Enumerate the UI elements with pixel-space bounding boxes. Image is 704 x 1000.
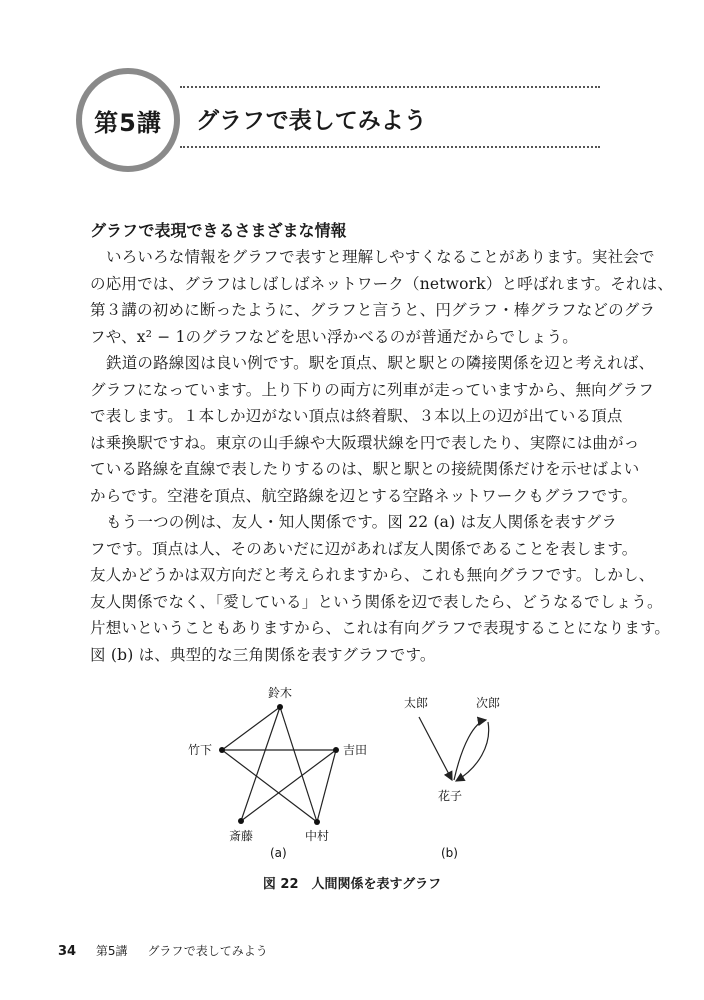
body-line: グラフになっています。上り下りの両方に列車が走っていますから、無向グラフ	[90, 380, 654, 399]
section-heading: グラフで表現できるさまざまな情報	[90, 221, 347, 240]
header-rule-top	[180, 86, 600, 88]
body-line: は乗換駅ですね。東京の山手線や大阪環状線を円で表したり、実際には曲がっ	[90, 433, 640, 452]
body-line: 友人関係でなく、「愛している」という関係を辺で表したら、どうなるでしょう。	[90, 592, 663, 611]
edge-takeshita-nakamura	[222, 750, 317, 822]
body-line: 第３講の初めに断ったように、グラフと言うと、円グラフ・棒グラフなどのグラ	[90, 301, 656, 319]
edge-suzuki-takeshita	[222, 707, 280, 750]
chapter-label: 第5講	[94, 108, 162, 137]
node-suzuki	[277, 704, 283, 710]
footer-chapter-title: グラフで表してみよう	[147, 944, 268, 958]
body-line: 片想いということもありますから、これは有向グラフで表現することになります。	[90, 619, 671, 637]
node-yoshida	[333, 747, 339, 753]
label-yoshida: 吉田	[343, 743, 368, 757]
edge-taro-hanako	[419, 717, 452, 780]
label-suzuki: 鈴木	[268, 686, 293, 700]
chapter-title: グラフで表してみよう	[196, 108, 427, 134]
header-rule-bottom	[180, 146, 600, 148]
graph-b-edges	[419, 717, 489, 781]
edge-suzuki-saito	[241, 707, 280, 821]
body-line: 鉄道の路線図は良い例です。駅を頂点、駅と駅との隣接関係を辺と考えれば、	[106, 354, 655, 372]
label-hanako: 花子	[438, 789, 463, 803]
body-line: いろいろな情報をグラフで表すと理解しやすくなることがあります。実社会で	[106, 248, 655, 266]
graph-a-edges	[222, 707, 336, 822]
body-line: 図 (b) は、典型的な三角関係を表すグラフです。	[90, 645, 436, 664]
label-graph-a: (a)	[270, 846, 287, 860]
label-taro: 太郎	[404, 696, 429, 710]
edge-saito-yoshida	[241, 750, 336, 821]
body-line: で表します。１本しか辺がない頂点は終着駅、３本以上の辺が出ている頂点	[90, 407, 623, 425]
node-nakamura	[314, 819, 320, 825]
node-saito	[238, 818, 244, 824]
body-line: もう一つの例は、友人・知人関係です。図 22 (a) は友人関係を表すグラ	[106, 513, 618, 531]
body-line: フや、x² − 1のグラフなどを思い浮かべるのが普通だからでしょう。	[90, 327, 578, 346]
node-takeshita	[219, 747, 225, 753]
edge-yoshida-nakamura	[317, 750, 336, 822]
body-line: フです。頂点は人、そのあいだに辺があれば友人関係であることを表します。	[90, 539, 638, 558]
label-nakamura: 中村	[305, 829, 330, 843]
footer-chapter-label: 第5講	[95, 944, 128, 958]
page-number: 34	[58, 944, 77, 959]
label-jiro: 次郎	[476, 696, 501, 710]
label-saito: 斎藤	[229, 829, 254, 843]
figure-graphs	[0, 682, 704, 872]
figure-caption: 図 22 人間関係を表すグラフ	[262, 877, 442, 892]
body-line: の応用では、グラフはしばしばネットワーク（network）と呼ばれます。それは、	[90, 274, 674, 293]
body-line: ている路線を直線で表したりするのは、駅と駅との接続関係だけを示せばよい	[90, 460, 640, 478]
figure-22	[0, 682, 704, 876]
body-text	[90, 244, 674, 668]
page-footer	[58, 942, 284, 959]
edge-suzuki-nakamura	[280, 707, 317, 822]
body-line: からです。空港を頂点、航空路線を辺とする空路ネットワークもグラフです。	[90, 486, 638, 505]
label-graph-b: (b)	[441, 846, 458, 860]
body-line: 友人かどうかは双方向だと考えられますから、これも無向グラフです。しかし、	[90, 566, 655, 584]
chapter-badge	[76, 68, 180, 172]
label-takeshita: 竹下	[188, 743, 213, 757]
